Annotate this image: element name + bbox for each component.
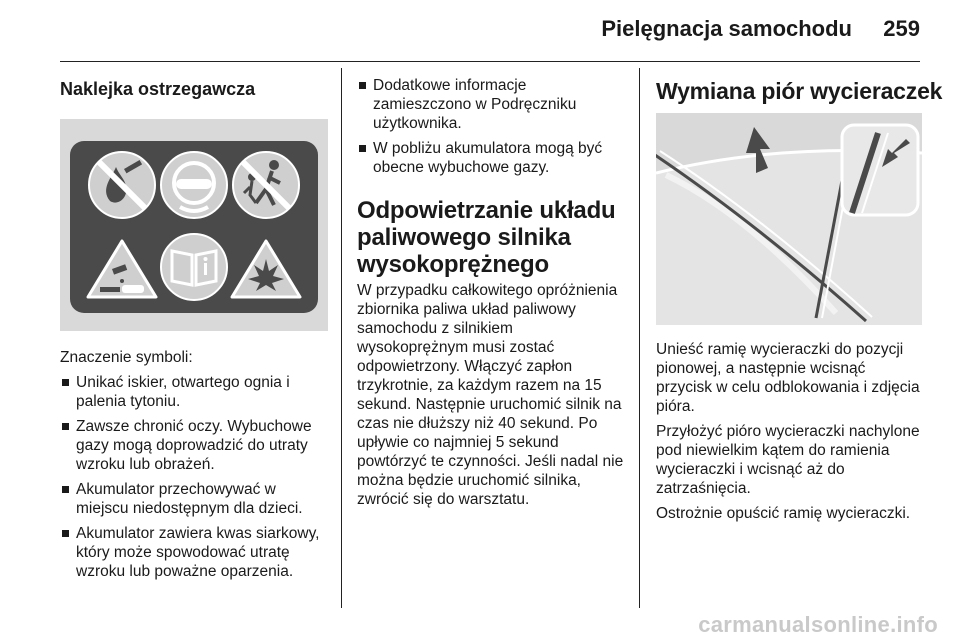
symbols-list [60, 373, 328, 581]
keep-children-away-icon [233, 152, 299, 218]
list-item: W pobliżu akumulatora mogą być obecne wybuchowe gazy. [357, 139, 625, 177]
wiper-step-2: Przyłożyć pióro wycieraczki nachylone pod niewielkim kątem do ramienia wycieraczki i wcisnąć aż do zatrzaśnięcia. [656, 423, 920, 497]
header-title: Pielęgnacja samochodu [601, 16, 852, 41]
section-heading-warning-label: Naklejka ostrzegawcza [60, 79, 256, 99]
list-item: Akumulator przechowywać w miejscu niedostępnym dla dzieci. [60, 480, 328, 518]
list-item: Zawsze chronić oczy. Wybuchowe gazy mogą doprowadzić do utraty wzroku lub obrażeń. [60, 417, 328, 474]
section-heading-wiper-blades: Wymiana piór wycieraczek [656, 78, 943, 104]
warning-label-graphic [60, 119, 328, 331]
watermark: carmanualsonline.info [698, 612, 938, 637]
list-item: Unikać iskier, otwartego ognia i palenia tytoniu. [60, 373, 328, 411]
column-wiper-blades [656, 78, 943, 529]
wiper-step-3: Ostrożnie opuścić ramię wycieraczki. [656, 505, 911, 522]
column-warning-label [60, 68, 328, 587]
wiper-step-1: Unieść ramię wycieraczki do pozycji pionowej, a następnie wcisnąć przycisk w celu odblokowania i zdjęcia pióra. [656, 341, 920, 415]
list-item: Dodatkowe informacje zamieszczono w Podręczniku użytkownika. [357, 76, 625, 133]
wiper-arm-illustration [656, 113, 922, 325]
read-manual-icon [161, 234, 227, 300]
section-heading-fuel-bleeding: Odpowietrzanie układu paliwowego silnika wysokoprężnego [357, 197, 616, 278]
header-rule [60, 61, 920, 62]
page-header [0, 0, 960, 60]
no-fire-icon [89, 152, 155, 218]
fuel-bleeding-body: W przypadku całkowitego opróżnienia zbiornika paliwa układ paliwowy samochodu z silnikiem wysokoprężnym musi zostać odpowietrzony. Włączyć zapłon trzykrotnie, za każdym razem na 15 sekund. Następnie uruchomić silnik na czas nie dłuższy niż 40 sekund. Po upływie co najmniej 5 sekund powtórzyć te czynności. Jeśli nadal nie można będzie uruchomić silnika, zwrócić się do warsztatu. [357, 282, 624, 508]
column-divider [341, 68, 342, 608]
warning-label-figure [60, 119, 328, 331]
symbols-intro: Znaczenie symboli: [60, 349, 193, 366]
eye-protection-icon [161, 152, 227, 218]
wiper-figure [656, 113, 922, 325]
list-item: Akumulator zawiera kwas siarkowy, który może spowodować utratę wzroku lub poważne oparzenia. [60, 524, 328, 581]
page-number: 259 [883, 16, 920, 41]
column-divider [639, 68, 640, 608]
battery-notes-list [357, 76, 625, 177]
column-fuel-bleeding [357, 76, 625, 509]
